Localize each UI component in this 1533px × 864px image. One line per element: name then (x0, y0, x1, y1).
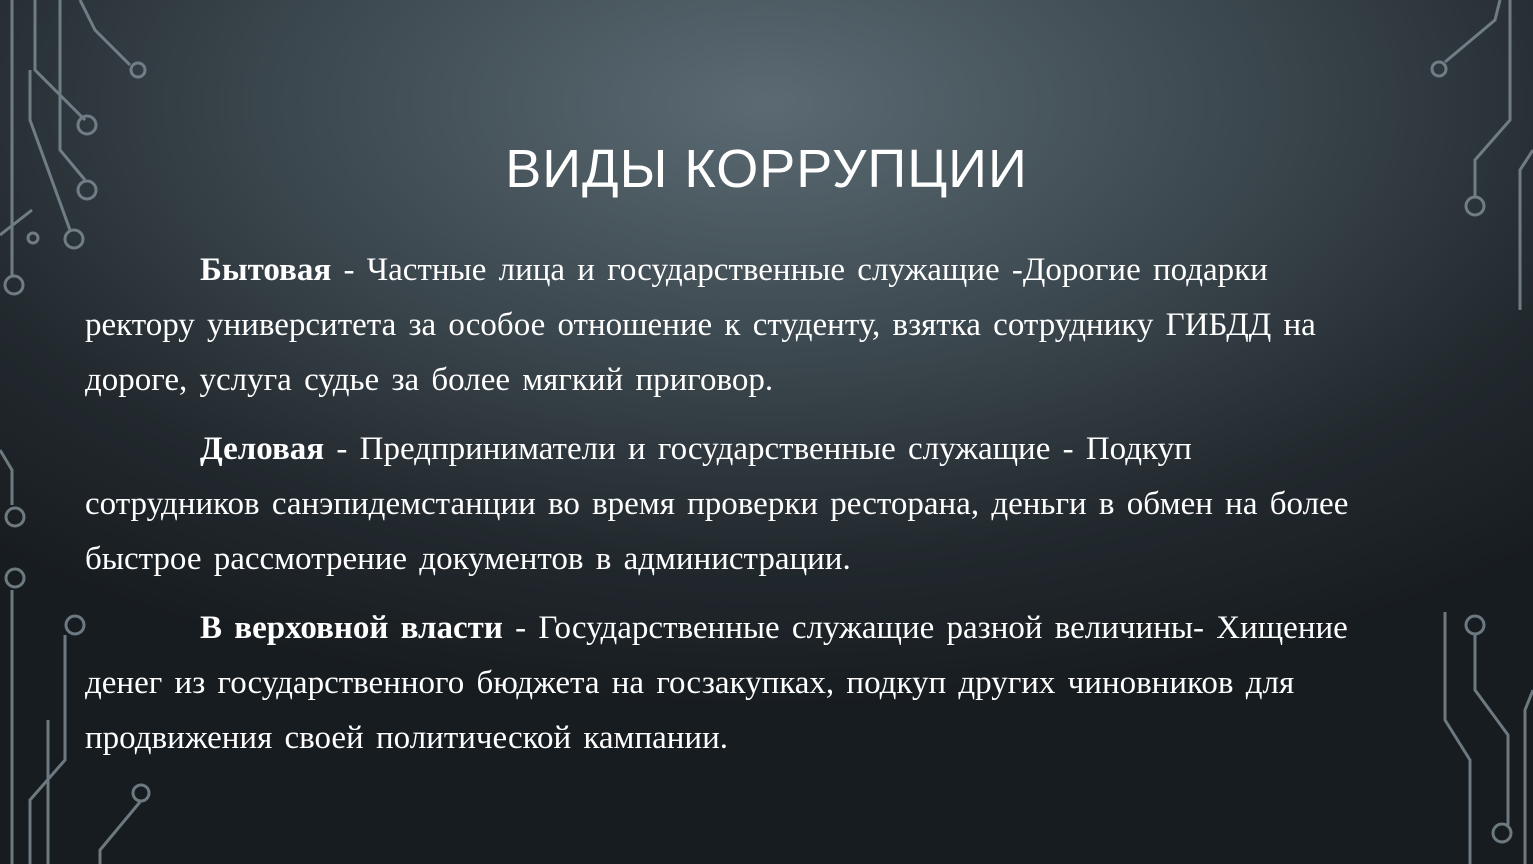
description-household: - Частные лица и государственные служащие -Дорогие подарки ректору университета за особое отношение к студенту, взятка сотруднику ГИБДД на дороге, услуга судье за более мягкий приговор. (85, 252, 1316, 398)
term-supreme-power: В верховной власти (200, 610, 503, 646)
term-business: Деловая (200, 431, 325, 467)
paragraph-household (85, 243, 1360, 408)
paragraph-supreme-power (85, 601, 1360, 766)
slide-body (85, 243, 1360, 780)
description-supreme-power: - Государственные служащие разной величины- Хищение денег из государственного бюджета на госзакупках, подкуп других чиновников для продвижения своей политической кампании. (85, 610, 1348, 756)
slide-title: ВИДЫ КОРРУПЦИИ (505, 139, 1028, 199)
paragraph-business (85, 422, 1360, 587)
term-household: Бытовая (200, 252, 332, 288)
description-business: - Предприниматели и государственные служащие - Подкуп сотрудников санэпидемстанции во время проверки ресторана, деньги в обмен на более быстрое рассмотрение документов в администрации. (85, 431, 1349, 577)
